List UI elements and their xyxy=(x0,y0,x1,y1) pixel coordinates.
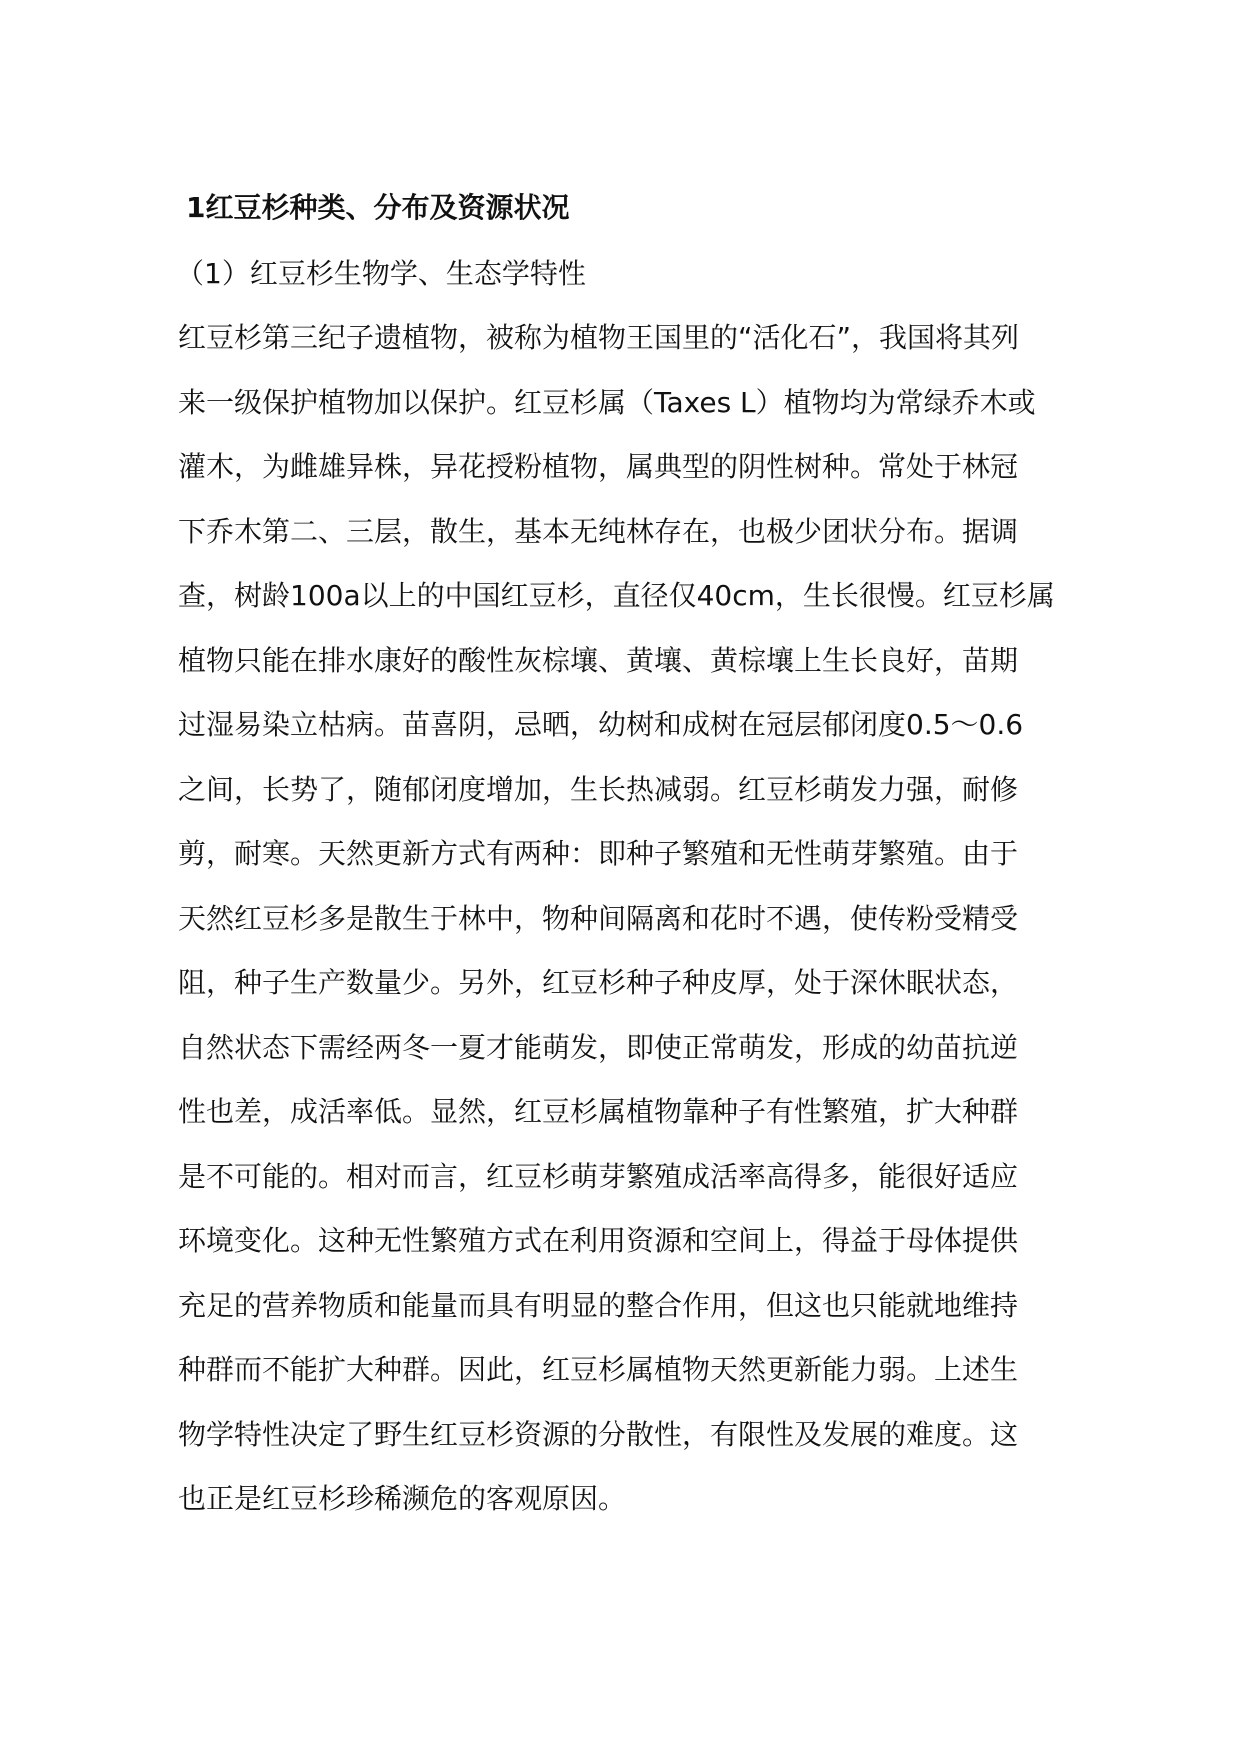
paragraph-line: 过湿易染立枯病。苗喜阴，忌晒，幼树和成树在冠层郁闭度0.5～0.6 xyxy=(178,708,1024,741)
paragraph-line: 查，树龄100a以上的中国红豆杉，直径仅40cm，生长很慢。红豆杉属 xyxy=(178,579,1055,612)
section-heading: 1红豆杉种类、分布及资源状况 xyxy=(186,191,570,224)
paragraph-line: 是不可能的。相对而言，红豆杉萌芽繁殖成活率高得多，能很好适应 xyxy=(178,1159,1019,1193)
paragraph-line: 也正是红豆杉珍稀濒危的客观原因。 xyxy=(178,1482,627,1515)
paragraph-line: 充足的营养物质和能量而具有明显的整合作用，但这也只能就地维持 xyxy=(178,1288,1019,1322)
paragraph-line: 物学特性决定了野生红豆杉资源的分散性，有限性及发展的难度。这 xyxy=(178,1417,1019,1451)
paragraph-line: 自然状态下需经两冬一夏才能萌发，即使正常萌发，形成的幼苗抗逆 xyxy=(178,1030,1019,1064)
paragraph-line: 来一级保护植物加以保护。红豆杉属（Taxes L）植物均为常绿乔木或 xyxy=(178,385,1036,419)
paragraph-line: 下乔木第二、三层，散生，基本无纯林存在，也极少团状分布。据调 xyxy=(178,514,1019,548)
paragraph-line: 植物只能在排水康好的酸性灰棕壤、黄壤、黄棕壤上生长良好，苗期 xyxy=(178,643,1019,677)
body-paragraph xyxy=(178,318,1078,1544)
paragraph-line: 灌木，为雌雄异株，异花授粉植物，属典型的阴性树种。常处于林冠 xyxy=(178,450,1019,483)
paragraph-line: 环境变化。这种无性繁殖方式在利用资源和空间上，得益于母体提供 xyxy=(178,1224,1019,1257)
subsection-heading: （1）红豆杉生物学、生态学特性 xyxy=(176,257,586,290)
paragraph-line: 阻，种子生产数量少。另外，红豆杉种子种皮厚，处于深休眠状态， xyxy=(178,966,1019,999)
paragraph-line: 剪，耐寒。天然更新方式有两种：即种子繁殖和无性萌芽繁殖。由于 xyxy=(178,837,1019,870)
paragraph-line: 种群而不能扩大种群。因此，红豆杉属植物天然更新能力弱。上述生 xyxy=(178,1353,1019,1386)
paragraph-line: 之间，长势了，随郁闭度增加，生长热减弱。红豆杉萌发力强，耐修 xyxy=(178,772,1019,806)
paragraph-line: 红豆杉第三纪子遗植物，被称为植物王国里的“活化石”，我国将其列 xyxy=(178,321,1020,354)
paragraph-line: 天然红豆杉多是散生于林中，物种间隔离和花时不遇，使传粉受精受 xyxy=(178,901,1019,935)
paragraph-line: 性也差，成活率低。显然，红豆杉属植物靠种子有性繁殖，扩大种群 xyxy=(178,1095,1019,1128)
